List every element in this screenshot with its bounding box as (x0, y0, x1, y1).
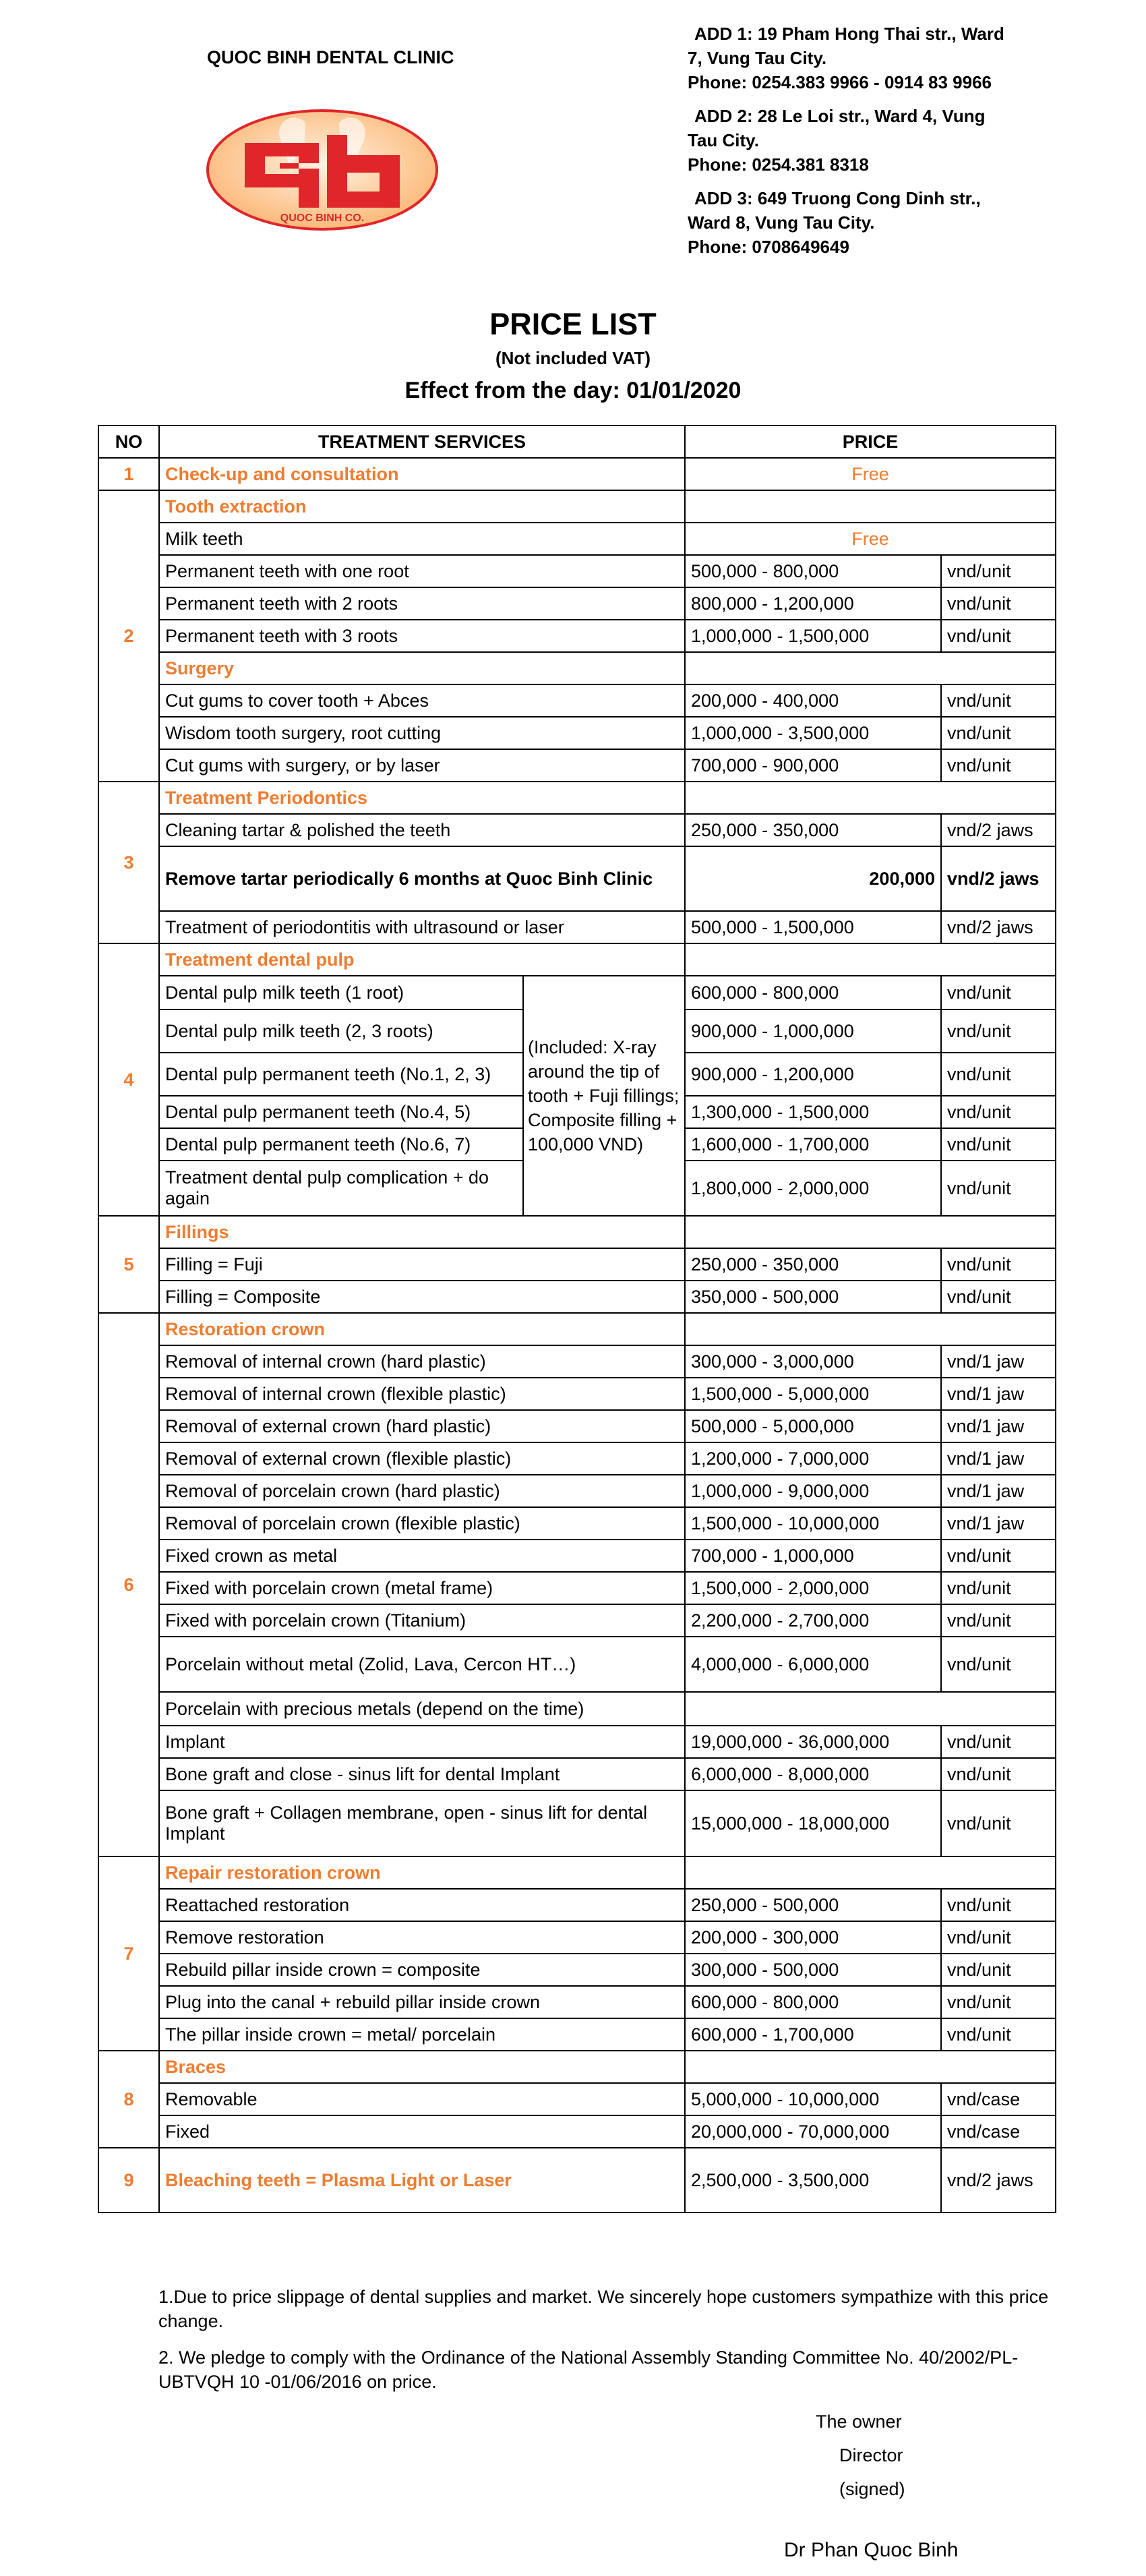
unit-cell: vnd/case (941, 2083, 1056, 2115)
table-row (98, 1637, 1056, 1692)
table-row (98, 1507, 1056, 1540)
signature-owner: The owner (816, 2411, 902, 2432)
section-number: 6 (98, 1313, 159, 1856)
section-number: 4 (98, 943, 159, 1216)
address-3 (688, 186, 1092, 259)
service-name: Bone graft + Collagen membrane, open - sinus lift for dental Implant (159, 1790, 685, 1856)
unit-cell: vnd/unit (941, 1889, 1056, 1921)
service-name: Treatment of periodontitis with ultrasound or laser (159, 911, 685, 943)
signature-signed: (signed) (839, 2479, 905, 2499)
price-cell: 1,200,000 - 7,000,000 (685, 1442, 941, 1475)
table-row (98, 1540, 1056, 1572)
table-row (98, 2148, 1056, 2213)
table-row (98, 1216, 1056, 1248)
section-number: 9 (98, 2148, 159, 2213)
service-name: Cut gums to cover tooth + Abces (159, 684, 685, 717)
table-row (98, 620, 1056, 652)
table-row (98, 911, 1056, 943)
unit-cell: vnd/2 jaws (941, 846, 1056, 911)
price-cell: 600,000 - 800,000 (685, 1986, 941, 2018)
price-cell: 900,000 - 1,000,000 (685, 1009, 941, 1053)
unit-cell: vnd/unit (941, 717, 1056, 749)
section-title: Treatment dental pulp (159, 943, 685, 976)
price-cell (685, 1313, 1056, 1345)
header-services: TREATMENT SERVICES (159, 426, 685, 458)
unit-cell: vnd/unit (941, 1572, 1056, 1604)
service-name: Dental pulp permanent teeth (No.6, 7) (159, 1128, 523, 1161)
table-row (98, 458, 1056, 490)
unit-cell: vnd/unit (941, 1921, 1056, 1954)
price-cell (685, 490, 1056, 523)
service-name: Porcelain without metal (Zolid, Lava, Cercon HT…) (159, 1637, 685, 1692)
price-cell: 200,000 (685, 846, 941, 911)
header-no: NO (98, 426, 159, 458)
signature-block (809, 2405, 905, 2506)
unit-cell: vnd/unit (941, 1128, 1056, 1161)
unit-cell: vnd/2 jaws (941, 911, 1056, 943)
unit-cell: vnd/unit (941, 1248, 1056, 1281)
table-row (98, 684, 1056, 717)
unit-cell: vnd/case (941, 2115, 1056, 2148)
service-name: Implant (159, 1726, 685, 1758)
price-cell (685, 943, 1056, 976)
price-cell: 700,000 - 1,000,000 (685, 1540, 941, 1572)
price-cell: 350,000 - 500,000 (685, 1281, 941, 1313)
price-cell (685, 1692, 1056, 1726)
address-1-line2: 7, Vung Tau City. (688, 48, 827, 68)
service-name: Dental pulp milk teeth (2, 3 roots) (159, 1009, 523, 1053)
price-cell: 300,000 - 500,000 (685, 1954, 941, 1986)
price-cell: 1,000,000 - 1,500,000 (685, 620, 941, 652)
table-row (98, 943, 1056, 976)
section-number: 5 (98, 1216, 159, 1313)
price-cell (685, 2051, 1056, 2083)
table-row (98, 1921, 1056, 1954)
service-name: Cut gums with surgery, or by laser (159, 749, 685, 782)
service-name: Fixed crown as metal (159, 1540, 685, 1572)
address-block (688, 22, 1092, 268)
signature-name: Dr Phan Quoc Binh (784, 2539, 959, 2561)
table-row (98, 749, 1056, 782)
unit-cell: vnd/unit (941, 1096, 1056, 1128)
table-row (98, 587, 1056, 620)
service-name: Wisdom tooth surgery, root cutting (159, 717, 685, 749)
section-number: 7 (98, 1856, 159, 2051)
price-cell: 600,000 - 1,700,000 (685, 2018, 941, 2051)
unit-cell: vnd/unit (941, 684, 1056, 717)
section-number: 3 (98, 782, 159, 943)
service-name: Reattached restoration (159, 1889, 685, 1921)
section-title: Braces (159, 2051, 685, 2083)
table-row (98, 1572, 1056, 1604)
table-row (98, 490, 1056, 523)
section-title: Treatment Periodontics (159, 782, 685, 814)
price-cell: Free (685, 458, 1056, 490)
price-cell: 5,000,000 - 10,000,000 (685, 2083, 941, 2115)
price-cell (685, 782, 1056, 814)
table-row (98, 1692, 1056, 1726)
price-cell: 1,500,000 - 2,000,000 (685, 1572, 941, 1604)
table-row (98, 2115, 1056, 2148)
price-cell: 1,300,000 - 1,500,000 (685, 1096, 941, 1128)
section-number: 8 (98, 2051, 159, 2148)
service-name: Removal of internal crown (hard plastic) (159, 1345, 685, 1378)
section-title: Bleaching teeth = Plasma Light or Laser (159, 2148, 685, 2213)
table-row (98, 1889, 1056, 1921)
signature-director: Director (839, 2445, 903, 2465)
clinic-logo (204, 108, 440, 233)
address-2-line1: ADD 2: 28 Le Loi str., Ward 4, Vung (694, 106, 986, 126)
service-name: Porcelain with precious metals (depend on the time) (159, 1692, 685, 1726)
table-header-row (98, 426, 1056, 458)
price-cell: 500,000 - 1,500,000 (685, 911, 941, 943)
unit-cell: vnd/1 jaw (941, 1507, 1056, 1540)
price-cell: 200,000 - 300,000 (685, 1921, 941, 1954)
table-row (98, 1410, 1056, 1442)
service-name: Permanent teeth with one root (159, 555, 685, 587)
section-title: Tooth extraction (159, 490, 685, 523)
unit-cell: vnd/1 jaw (941, 1378, 1056, 1410)
table-row (98, 976, 1056, 1009)
service-name: Permanent teeth with 2 roots (159, 587, 685, 620)
price-cell (685, 1856, 1056, 1889)
table-row (98, 2051, 1056, 2083)
table-row (98, 1378, 1056, 1410)
unit-cell: vnd/unit (941, 1161, 1056, 1216)
unit-cell: vnd/2 jaws (941, 2148, 1056, 2213)
table-row (98, 1313, 1056, 1345)
price-cell: 1,500,000 - 10,000,000 (685, 1507, 941, 1540)
page-title: PRICE LIST (489, 307, 657, 341)
address-3-line2: Ward 8, Vung Tau City. (688, 212, 875, 233)
price-cell: 500,000 - 5,000,000 (685, 1410, 941, 1442)
address-2 (688, 104, 1092, 177)
service-name: Dental pulp milk teeth (1 root) (159, 976, 523, 1009)
service-name: Removal of porcelain crown (flexible plastic) (159, 1507, 685, 1540)
price-cell: 1,000,000 - 9,000,000 (685, 1475, 941, 1507)
service-name: Removal of internal crown (flexible plastic) (159, 1378, 685, 1410)
unit-cell: vnd/unit (941, 1604, 1056, 1637)
service-name: Milk teeth (159, 523, 685, 555)
table-row (98, 2083, 1056, 2115)
service-name: Remove tartar periodically 6 months at Quoc Binh Clinic (159, 846, 685, 911)
subsection-title: Surgery (159, 652, 685, 684)
unit-cell: vnd/unit (941, 1053, 1056, 1096)
price-cell: Free (685, 523, 1056, 555)
service-name: Remove restoration (159, 1921, 685, 1954)
service-name: Removal of external crown (flexible plastic) (159, 1442, 685, 1475)
service-name: Plug into the canal + rebuild pillar inside crown (159, 1986, 685, 2018)
price-cell: 250,000 - 350,000 (685, 1248, 941, 1281)
unit-cell: vnd/unit (941, 1009, 1056, 1053)
price-cell: 500,000 - 800,000 (685, 555, 941, 587)
price-cell: 2,200,000 - 2,700,000 (685, 1604, 941, 1637)
table-row (98, 1248, 1056, 1281)
service-name: Removal of external crown (hard plastic) (159, 1410, 685, 1442)
note-2: 2. We pledge to comply with the Ordinance of the National Assembly Standing Committee No. 40/2002/PL-UBTVQH 10 -01/06/2016 on price. (158, 2347, 1019, 2392)
address-3-phone: Phone: 0708649649 (688, 237, 849, 257)
price-cell: 19,000,000 - 36,000,000 (685, 1726, 941, 1758)
unit-cell: vnd/1 jaw (941, 1475, 1056, 1507)
table-row (98, 1856, 1056, 1889)
price-cell: 300,000 - 3,000,000 (685, 1345, 941, 1378)
table-row (98, 555, 1056, 587)
table-row (98, 1986, 1056, 2018)
address-3-line1: ADD 3: 649 Truong Cong Dinh str., (694, 188, 981, 208)
price-cell: 250,000 - 500,000 (685, 1889, 941, 1921)
service-name: Rebuild pillar inside crown = composite (159, 1954, 685, 1986)
unit-cell: vnd/1 jaw (941, 1442, 1056, 1475)
service-name: Removal of porcelain crown (hard plastic) (159, 1475, 685, 1507)
price-cell: 1,800,000 - 2,000,000 (685, 1161, 941, 1216)
service-name: Filling = Fuji (159, 1248, 685, 1281)
price-cell: 200,000 - 400,000 (685, 684, 941, 717)
section-title: Restoration crown (159, 1313, 685, 1345)
section-title: Fillings (159, 1216, 685, 1248)
unit-cell: vnd/unit (941, 587, 1056, 620)
unit-cell: vnd/unit (941, 1281, 1056, 1313)
service-name: Dental pulp permanent teeth (No.4, 5) (159, 1096, 523, 1128)
unit-cell: vnd/1 jaw (941, 1345, 1056, 1378)
service-name: Fixed with porcelain crown (metal frame) (159, 1572, 685, 1604)
table-row (98, 1726, 1056, 1758)
price-cell: 900,000 - 1,200,000 (685, 1053, 941, 1096)
clinic-name: QUOC BINH DENTAL CLINIC (207, 47, 454, 67)
table-row (98, 1758, 1056, 1790)
service-name: Dental pulp permanent teeth (No.1, 2, 3) (159, 1053, 523, 1096)
table-row (98, 782, 1056, 814)
price-cell: 2,500,000 - 3,500,000 (685, 2148, 941, 2213)
table-row (98, 717, 1056, 749)
price-cell: 250,000 - 350,000 (685, 814, 941, 846)
unit-cell: vnd/unit (941, 1726, 1056, 1758)
table-row (98, 846, 1056, 911)
unit-cell: vnd/1 jaw (941, 1410, 1056, 1442)
service-name: Filling = Composite (159, 1281, 685, 1313)
page-subtitle: (Not included VAT) (495, 348, 651, 368)
notes-block (158, 2285, 1075, 2406)
address-1-phone: Phone: 0254.383 9966 - 0914 83 9966 (688, 72, 992, 92)
table-row (98, 814, 1056, 846)
unit-cell: vnd/unit (941, 749, 1056, 782)
unit-cell: vnd/unit (941, 976, 1056, 1009)
address-2-phone: Phone: 0254.381 8318 (688, 154, 869, 175)
unit-cell: vnd/unit (941, 1986, 1056, 2018)
unit-cell: vnd/unit (941, 1540, 1056, 1572)
price-cell: 800,000 - 1,200,000 (685, 587, 941, 620)
price-cell (685, 1216, 1056, 1248)
unit-cell: vnd/unit (941, 1954, 1056, 1986)
table-row (98, 2018, 1056, 2051)
table-row (98, 1604, 1056, 1637)
header-price: PRICE (685, 426, 1056, 458)
table-row (98, 1345, 1056, 1378)
price-cell: 700,000 - 900,000 (685, 749, 941, 782)
unit-cell: vnd/2 jaws (941, 814, 1056, 846)
price-cell (685, 652, 1056, 684)
unit-cell: vnd/unit (941, 555, 1056, 587)
unit-cell: vnd/unit (941, 1637, 1056, 1692)
service-name: Removable (159, 2083, 685, 2115)
section-number: 1 (98, 458, 159, 490)
service-name: The pillar inside crown = metal/ porcelain (159, 2018, 685, 2051)
service-name: Bone graft and close - sinus lift for dental Implant (159, 1758, 685, 1790)
service-name: Cleaning tartar & polished the teeth (159, 814, 685, 846)
price-cell: 4,000,000 - 6,000,000 (685, 1637, 941, 1692)
price-cell: 1,000,000 - 3,500,000 (685, 717, 941, 749)
effective-date: Effect from the day: 01/01/2020 (404, 378, 742, 403)
address-1-line1: ADD 1: 19 Pham Hong Thai str., Ward (694, 24, 1004, 44)
price-cell: 600,000 - 800,000 (685, 976, 941, 1009)
address-1 (688, 22, 1092, 94)
unit-cell: vnd/unit (941, 1758, 1056, 1790)
service-name: Permanent teeth with 3 roots (159, 620, 685, 652)
table-row (98, 652, 1056, 684)
table-row (98, 1790, 1056, 1856)
section-title: Repair restoration crown (159, 1856, 685, 1889)
service-name: Fixed with porcelain crown (Titanium) (159, 1604, 685, 1637)
section-title: Check-up and consultation (159, 458, 685, 490)
table-row (98, 1281, 1056, 1313)
table-row (98, 1954, 1056, 1986)
clinic-logo-graphic (204, 108, 440, 233)
price-cell: 1,600,000 - 1,700,000 (685, 1128, 941, 1161)
logo-text: QUOC BINH CO. (280, 212, 365, 224)
service-name: Treatment dental pulp complication + do again (159, 1161, 523, 1216)
price-cell: 15,000,000 - 18,000,000 (685, 1790, 941, 1856)
unit-cell: vnd/unit (941, 620, 1056, 652)
section-number: 2 (98, 490, 159, 782)
table-row (98, 523, 1056, 555)
service-name: Fixed (159, 2115, 685, 2148)
unit-cell: vnd/unit (941, 2018, 1056, 2051)
address-2-line2: Tau City. (688, 130, 759, 150)
table-row (98, 1475, 1056, 1507)
price-cell: 6,000,000 - 8,000,000 (685, 1758, 941, 1790)
note-1: 1.Due to price slippage of dental supplies and market. We sincerely hope customers sympathize with this price change. (158, 2287, 1049, 2331)
table-row (98, 1442, 1056, 1475)
price-cell: 20,000,000 - 70,000,000 (685, 2115, 941, 2148)
price-cell: 1,500,000 - 5,000,000 (685, 1378, 941, 1410)
pulp-note: (Included: X-ray around the tip of tooth + Fuji fillings; Composite filling + 100,000 VND) (523, 976, 685, 1216)
price-table (98, 425, 1056, 2213)
unit-cell: vnd/unit (941, 1790, 1056, 1856)
